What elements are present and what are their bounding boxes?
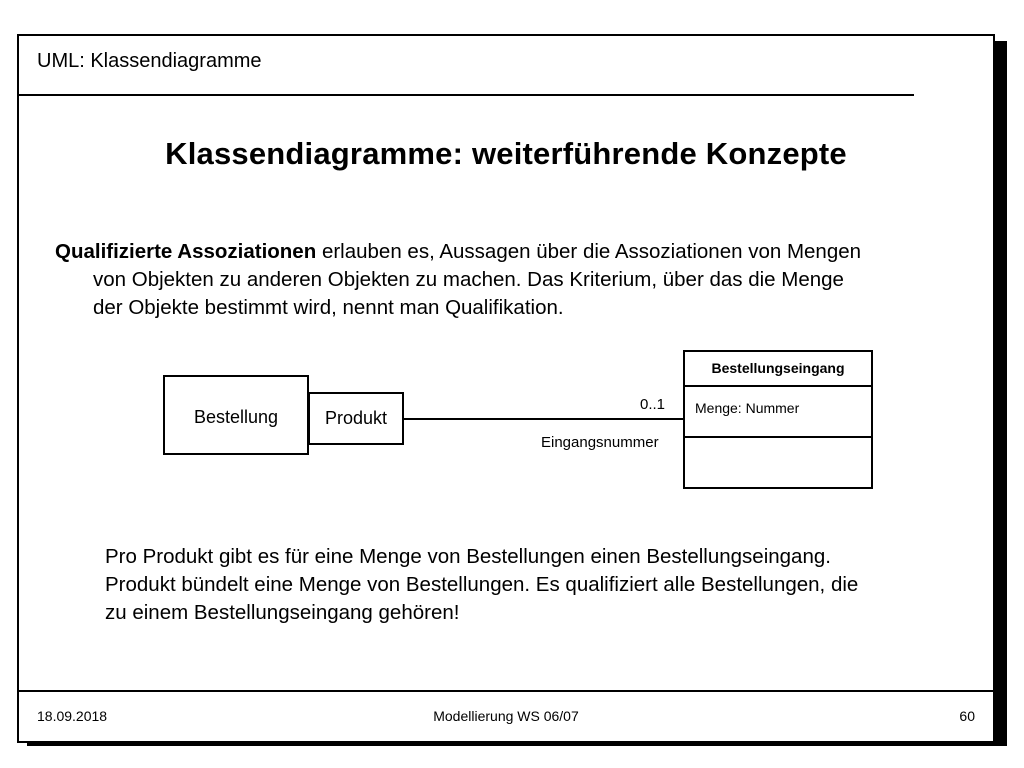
slide-title: Klassendiagramme: weiterführende Konzepte xyxy=(165,136,847,171)
explanation-line-3: zu einem Bestellungseingang gehören! xyxy=(105,601,460,624)
class-name-bestellungseingang: Bestellungseingang xyxy=(711,360,845,376)
uml-class-bestellung xyxy=(163,375,309,455)
intro-bold-term: Qualifizierte Assoziationen xyxy=(55,240,317,263)
qualifier-label: Produkt xyxy=(324,408,388,428)
intro-line-1-rest: erlauben es, Aussagen über die Assoziationen von Mengen xyxy=(316,240,862,263)
class-compartment-divider xyxy=(685,436,871,438)
explanation-paragraph xyxy=(105,543,965,627)
class-compartment-divider xyxy=(685,385,871,387)
footer-date: 18.09.2018 xyxy=(37,708,108,724)
class-name-bestellung: Bestellung xyxy=(193,407,279,427)
intro-line-1 xyxy=(55,238,955,266)
intro-line-3: der Objekte bestimmt wird, nennt man Qualifikation. xyxy=(93,296,564,319)
header-title: UML: Klassendiagramme xyxy=(37,50,262,72)
slide xyxy=(17,34,995,743)
explanation-line-2: Produkt bündelt eine Menge von Bestellungen. Es qualifiziert alle Bestellungen, die xyxy=(105,573,859,596)
uml-class-bestellungseingang xyxy=(683,350,873,489)
role-label: Eingangsnummer xyxy=(541,434,659,451)
association-line xyxy=(402,418,685,420)
footer-course: Modellierung WS 06/07 xyxy=(433,708,579,724)
explanation-line-1: Pro Produkt gibt es für eine Menge von Bestellungen einen Bestellungseingang. xyxy=(105,545,831,568)
class-attribute: Menge: Nummer xyxy=(695,400,800,416)
intro-paragraph xyxy=(55,238,955,322)
page-number: 60 xyxy=(959,708,975,724)
footer-divider xyxy=(19,690,993,692)
multiplicity-label: 0..1 xyxy=(640,396,666,413)
uml-qualifier-produkt xyxy=(308,392,404,445)
header-divider xyxy=(19,94,914,96)
intro-line-2: von Objekten zu anderen Objekten zu machen. Das Kriterium, über das die Menge xyxy=(93,268,844,291)
